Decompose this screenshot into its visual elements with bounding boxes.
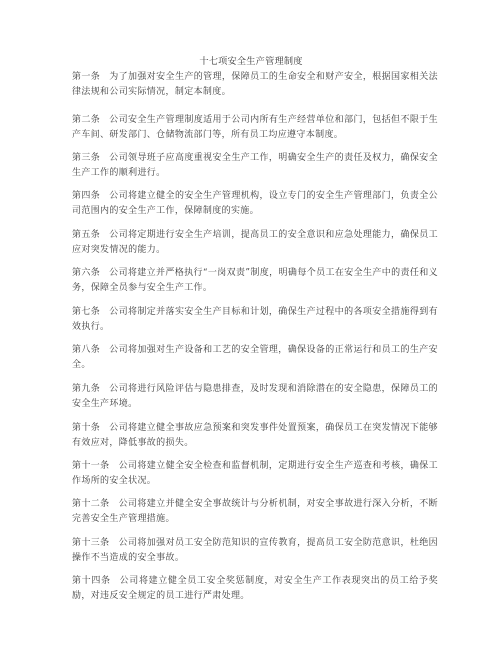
clause-text: 公司将制定并落实安全生产目标和计划，确保生产过程中的各项安全措施得到有效执行。 — [72, 307, 438, 332]
clause-label: 第十三条 — [72, 538, 110, 548]
clause-text: 公司安全生产管理制度适用于公司内所有生产经营单位和部门，包括但不限于生产车间、研发部门、仓储物流部门等，所有员工均应遵守本制度。 — [72, 115, 438, 140]
clause-7 — [72, 305, 438, 335]
clause-5 — [72, 228, 438, 258]
clause-label: 第八条 — [72, 345, 101, 355]
clause-text: 公司将建立并健全安全事故统计与分析机制，对安全事故进行深入分析，不断完善安全生产管理措施。 — [72, 499, 439, 524]
clause-text: 公司领导班子应高度重视安全生产工作，明确安全生产的责任及权力，确保安全生产工作的顺利进行。 — [72, 153, 438, 178]
clause-text: 公司将加强对生产设备和工艺的安全管理，确保设备的正常运行和员工的生产安全。 — [72, 345, 438, 370]
clause-text: 公司将建立健全事故应急预案和突发事件处置预案，确保员工在突发情况下能够有效应对，降低事故的损失。 — [72, 423, 438, 448]
clause-text: 公司将定期进行安全生产培训，提高员工的安全意识和应急处理能力，确保员工应对突发情况的能力。 — [72, 230, 438, 255]
clause-text: 公司将建立并严格执行“一岗双责”制度，明确每个员工在安全生产中的责任和义务，保障全员参与安全生产工作。 — [72, 268, 438, 293]
clause-label: 第十二条 — [72, 499, 110, 509]
clause-2 — [72, 113, 438, 143]
clause-label: 第二条 — [72, 115, 101, 125]
clause-8 — [72, 343, 438, 373]
clause-label: 第三条 — [72, 153, 101, 163]
clause-label: 第十四条 — [72, 576, 111, 586]
clause-label: 第十一条 — [72, 461, 110, 471]
clause-14 — [72, 574, 438, 604]
clause-text: 为了加强对安全生产的管理，保障员工的生命安全和财产安全，根据国家相关法律法规和公司实际情况，制定本制度。 — [72, 72, 438, 97]
clause-6 — [72, 266, 438, 296]
clause-10 — [72, 421, 438, 451]
clause-text: 公司将建立健全安全检查和监督机制，定期进行安全生产巡查和考核，确保工作场所的安全状况。 — [72, 461, 439, 486]
clause-label: 第一条 — [72, 72, 101, 82]
clause-13 — [72, 536, 438, 566]
clause-1 — [72, 70, 438, 100]
clause-text: 公司将进行风险评估与隐患排查，及时发现和消除潜在的安全隐患，保障员工的安全生产环境。 — [72, 384, 438, 409]
clause-label: 第四条 — [72, 191, 101, 201]
clause-3 — [72, 151, 438, 181]
document-title: 十七项安全生产管理制度 — [199, 56, 303, 67]
clause-label: 第九条 — [72, 384, 101, 394]
clause-text: 公司将建立健全员工安全奖惩制度，对安全生产工作表现突出的员工给予奖励，对违反安全规定的员工进行严肃处理。 — [72, 576, 438, 601]
clause-9 — [72, 382, 438, 412]
clause-text: 公司将加强对员工安全防范知识的宣传教育，提高员工安全防范意识，杜绝因操作不当造成的安全事故。 — [72, 538, 439, 563]
clause-11 — [72, 459, 438, 489]
clause-text: 公司将建立健全的安全生产管理机构，设立专门的安全生产管理部门，负责全公司范围内的安全生产工作，保障制度的实施。 — [72, 191, 438, 216]
clause-label: 第五条 — [72, 230, 101, 240]
clause-4 — [72, 189, 438, 219]
clause-label: 第十条 — [72, 423, 101, 433]
clause-label: 第七条 — [72, 307, 101, 317]
clause-label: 第六条 — [72, 268, 101, 278]
clause-12 — [72, 497, 438, 527]
